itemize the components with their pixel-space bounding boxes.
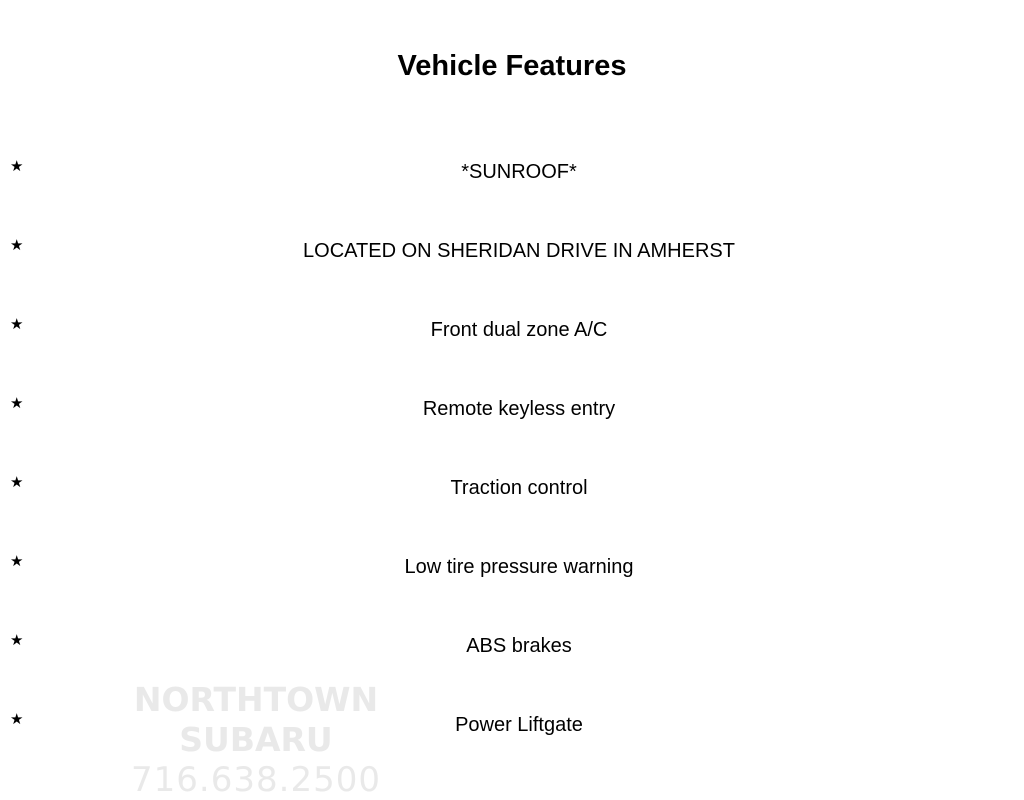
feature-label: Remote keyless entry <box>422 398 616 420</box>
feature-label: Power Liftgate <box>455 714 583 736</box>
star-icon: ★ <box>10 711 24 728</box>
page-title: Vehicle Features <box>397 50 627 82</box>
feature-label: Traction control <box>450 477 588 499</box>
star-icon: ★ <box>10 237 24 254</box>
feature-label: Low tire pressure warning <box>404 556 634 578</box>
list-item <box>0 527 1024 606</box>
list-item <box>0 290 1024 369</box>
star-icon: ★ <box>10 395 24 412</box>
feature-label: ABS brakes <box>466 635 572 657</box>
star-icon: ★ <box>10 158 24 175</box>
feature-label: LOCATED ON SHERIDAN DRIVE IN AMHERST <box>303 240 735 262</box>
list-item <box>0 685 1024 764</box>
list-item <box>0 448 1024 527</box>
list-item <box>0 606 1024 685</box>
list-item <box>0 132 1024 211</box>
star-icon: ★ <box>10 632 24 649</box>
feature-list <box>0 132 1024 764</box>
feature-label: *SUNROOF* <box>461 161 577 183</box>
feature-label: Front dual zone A/C <box>430 319 608 341</box>
watermark-dealer-name: NORTHTOWN SUBARU <box>133 680 379 759</box>
star-icon: ★ <box>10 316 24 333</box>
list-item <box>0 369 1024 448</box>
list-item <box>0 211 1024 290</box>
star-icon: ★ <box>10 474 24 491</box>
watermark-phone: 716.638.2500 <box>131 760 381 800</box>
star-icon: ★ <box>10 553 24 570</box>
